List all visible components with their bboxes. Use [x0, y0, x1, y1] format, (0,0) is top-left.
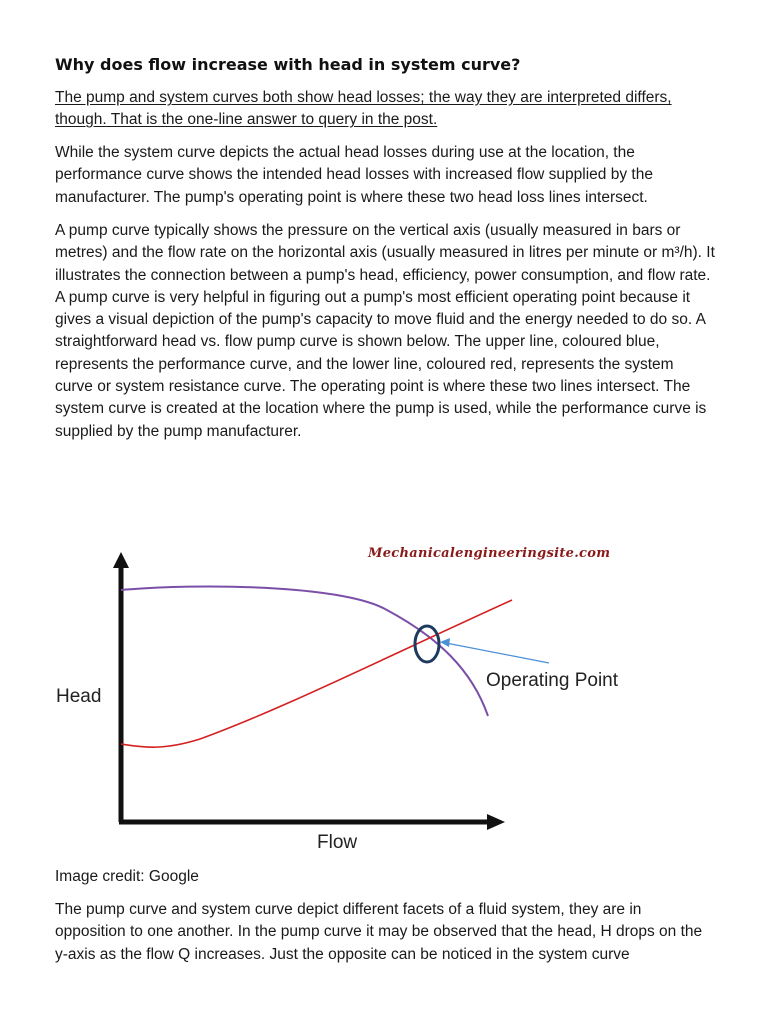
paragraph-3: The pump curve and system curve depict different facets of a fluid system, they are in opposition to one another. In the pump curve it may be observed that the head, H drops on the y-axis as the flow Q increases. Just the opposite can be noticed in the system curve: [55, 901, 703, 963]
lead-answer-text: The pump and system curves both show head losses; the way they are interpreted differs, though. That is the one-line answer to query in the post.: [55, 89, 672, 128]
operating-point-marker: [415, 626, 439, 662]
watermark-text: Mechanicalengineeringsite.com: [368, 546, 611, 561]
operating-point-pointer-head: [440, 638, 450, 647]
operating-point-pointer: [446, 643, 549, 663]
operating-point-label: Operating Point: [486, 670, 619, 691]
page-title: Why does flow increase with head in system curve?: [55, 55, 521, 74]
curve-diagram: [50, 530, 670, 860]
pump-performance-curve: [121, 586, 488, 716]
paragraph-1: While the system curve depicts the actual head losses during use at the location, the performance curve shows the intended head losses with increased flow supplied by the manufacturer. The pump's operating point is where these two head loss lines intersect.: [55, 144, 653, 206]
y-axis-arrowhead: [113, 552, 129, 568]
lead-answer: [55, 87, 715, 131]
image-credit: Image credit: Google: [55, 868, 199, 885]
x-axis-arrowhead: [487, 814, 505, 830]
y-axis-label: Head: [56, 686, 102, 707]
paragraph-2: A pump curve typically shows the pressure on the vertical axis (usually measured in bars or metres) and the flow rate on the horizontal axis (usually measured in litres per minute or m³/h). It illustrates the connection between a pump's head, efficiency, power consumption, and flow rate. A pump curve is very helpful in figuring out a pump's most efficient operating point because it gives a visual depiction of the pump's capacity to move fluid and the energy needed to do so. A straightforward head vs. flow pump curve is shown below. The upper line, coloured blue, represents the performance curve, and the lower line, coloured red, represents the system curve or system resistance curve. The operating point is where these two lines intersect. The system curve is created at the location where the pump is used, while the performance curve is supplied by the pump manufacturer.: [55, 222, 715, 440]
x-axis-label: Flow: [317, 832, 358, 853]
system-resistance-curve: [121, 600, 512, 747]
pump-system-curve-figure: [50, 530, 670, 860]
